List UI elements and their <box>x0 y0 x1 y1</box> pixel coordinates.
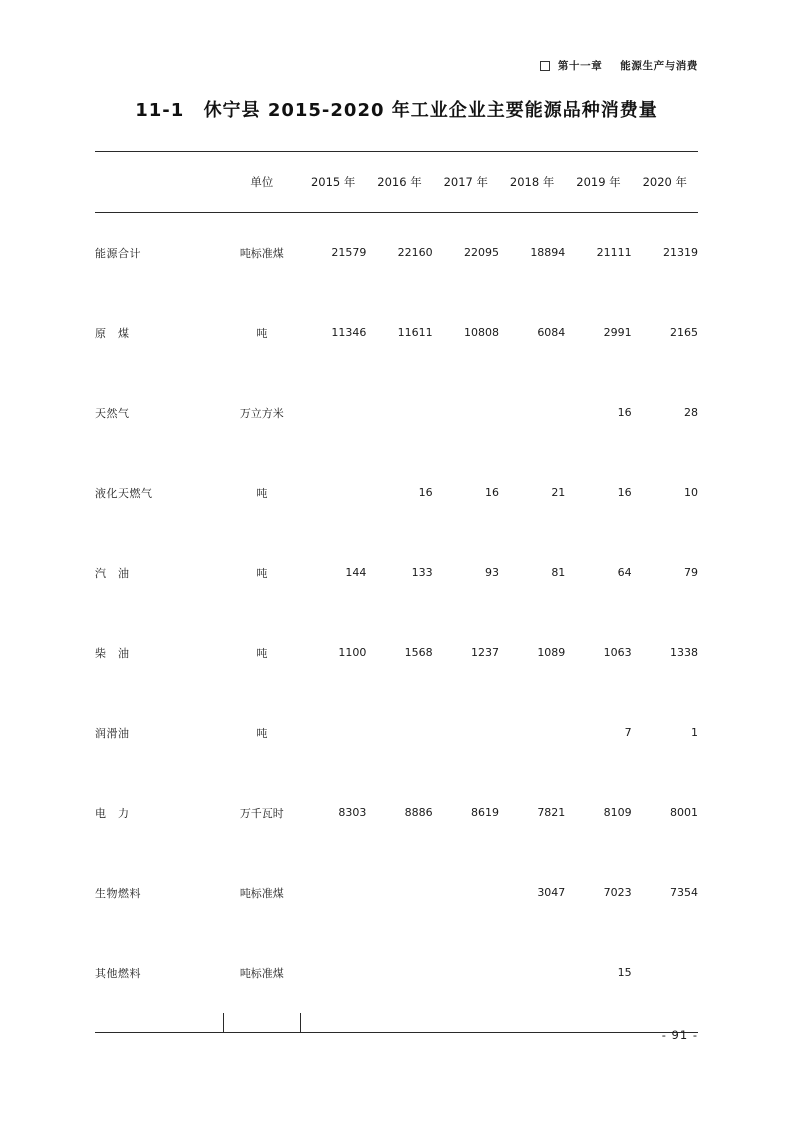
tail-cell-unit <box>224 1013 300 1033</box>
cell-2015 <box>300 853 366 933</box>
row-label: 液化天燃气 <box>95 486 153 500</box>
table-row <box>95 533 698 613</box>
page-title <box>0 96 793 122</box>
table-row <box>95 453 698 533</box>
cell-2020: 1338 <box>670 646 698 659</box>
cell-2019: 7 <box>624 726 632 739</box>
table-bottom-rule <box>95 1033 698 1034</box>
table-title-text: 休宁县 2015-2020 年工业企业主要能源品种消费量 <box>203 100 658 121</box>
cell-2016 <box>366 693 432 773</box>
cell-2018: 6084 <box>537 326 566 339</box>
row-label: 天然气 <box>95 406 130 420</box>
row-label: 能源合计 <box>95 246 141 260</box>
cell-2019: 16 <box>617 406 632 419</box>
cell-2015: 21579 <box>331 246 367 260</box>
running-header <box>540 58 698 73</box>
row-unit: 吨标准煤 <box>239 966 284 980</box>
cell-2017: 93 <box>484 566 499 579</box>
cell-2019: 8109 <box>603 806 632 819</box>
column-header-2015: 2015 年 <box>300 152 366 213</box>
cell-2017: 8619 <box>470 806 499 819</box>
cell-2016: 1568 <box>404 646 433 659</box>
cell-2017: 22095 <box>463 246 499 260</box>
cell-2016: 8886 <box>404 806 433 819</box>
tail-cell-2018 <box>499 1013 565 1033</box>
cell-2015 <box>300 453 366 533</box>
row-label: 汽 油 <box>95 566 130 580</box>
table-header-row <box>95 152 698 213</box>
cell-2017 <box>433 373 499 453</box>
cell-2015: 144 <box>345 566 367 579</box>
table-row <box>95 293 698 373</box>
cell-2017 <box>433 933 499 1013</box>
bottom-rule-line <box>95 1033 698 1034</box>
tail-cell-2019 <box>565 1013 631 1033</box>
cell-2016: 11611 <box>397 326 433 339</box>
row-label: 原 煤 <box>95 326 130 340</box>
row-unit: 万立方米 <box>239 406 284 420</box>
cell-2020: 79 <box>684 566 698 579</box>
tail-cell-2017 <box>433 1013 499 1033</box>
cell-2016: 22160 <box>397 246 433 260</box>
table-row <box>95 213 698 293</box>
column-header-2016: 2016 年 <box>366 152 432 213</box>
cell-2019: 7023 <box>603 886 632 899</box>
cell-2020: 7354 <box>670 886 698 899</box>
header-section: 能源生产与消费 <box>620 60 698 72</box>
cell-2017: 10808 <box>463 326 499 339</box>
cell-2019: 1063 <box>603 646 632 659</box>
row-label: 其他燃料 <box>95 966 141 980</box>
cell-2020 <box>632 933 698 1013</box>
column-header-item <box>95 152 224 213</box>
cell-2015: 1100 <box>338 646 367 659</box>
cell-2017: 16 <box>484 486 499 499</box>
row-label: 生物燃料 <box>95 886 141 900</box>
cell-2018: 1089 <box>537 646 566 659</box>
cell-2020: 1 <box>691 726 698 739</box>
cell-2015 <box>300 693 366 773</box>
row-unit: 吨 <box>256 726 268 740</box>
table-row <box>95 373 698 453</box>
cell-2015: 8303 <box>338 806 367 819</box>
cell-2016: 16 <box>418 486 433 499</box>
cell-2016 <box>366 853 432 933</box>
header-chapter: 第十一章 <box>557 60 603 72</box>
page-number: - 91 - <box>661 1028 698 1042</box>
cell-2020: 2165 <box>670 326 698 339</box>
cell-2020: 8001 <box>670 806 698 819</box>
cell-2018: 7821 <box>537 806 566 819</box>
column-header-2018: 2018 年 <box>499 152 565 213</box>
row-unit: 万千瓦时 <box>239 806 284 820</box>
tail-cell-2015 <box>300 1013 366 1033</box>
row-label: 润滑油 <box>95 726 130 740</box>
table-row <box>95 853 698 933</box>
cell-2018 <box>499 373 565 453</box>
cell-2019: 15 <box>617 966 632 979</box>
column-header-2019: 2019 年 <box>565 152 631 213</box>
row-unit: 吨标准煤 <box>239 886 284 900</box>
column-header-unit: 单位 <box>224 152 300 213</box>
cell-2016: 133 <box>411 566 433 579</box>
cell-2015 <box>300 933 366 1013</box>
cell-2018: 18894 <box>530 246 566 260</box>
cell-2018: 3047 <box>537 886 566 899</box>
row-unit: 吨标准煤 <box>239 246 284 260</box>
cell-2018: 21 <box>551 486 566 499</box>
table-number: 11-1 <box>135 100 185 121</box>
tail-cell-item <box>95 1013 224 1033</box>
table-row <box>95 613 698 693</box>
cell-2019: 16 <box>617 486 632 499</box>
square-bullet-icon <box>540 61 550 71</box>
table-container <box>95 151 698 1033</box>
row-label: 电 力 <box>95 806 130 820</box>
cell-2018 <box>499 933 565 1013</box>
cell-2017 <box>433 853 499 933</box>
cell-2020: 10 <box>684 486 698 499</box>
energy-consumption-table <box>95 151 698 1033</box>
cell-2018: 81 <box>551 566 566 579</box>
cell-2019: 2991 <box>603 326 632 339</box>
row-unit: 吨 <box>256 486 268 500</box>
cell-2015 <box>300 373 366 453</box>
cell-2020: 21319 <box>663 246 698 260</box>
cell-2016 <box>366 373 432 453</box>
cell-2019: 64 <box>617 566 632 579</box>
cell-2017: 1237 <box>470 646 499 659</box>
tail-cell-2016 <box>366 1013 432 1033</box>
cell-2020: 28 <box>684 406 698 419</box>
table-row <box>95 773 698 853</box>
column-header-2020: 2020 年 <box>632 152 698 213</box>
row-label: 柴 油 <box>95 646 130 660</box>
row-unit: 吨 <box>256 326 268 340</box>
cell-2017 <box>433 693 499 773</box>
cell-2015: 11346 <box>331 326 367 339</box>
cell-2019: 21111 <box>596 246 632 260</box>
table-tail-spacer <box>95 1013 698 1033</box>
column-header-2017: 2017 年 <box>433 152 499 213</box>
row-unit: 吨 <box>256 566 268 580</box>
cell-2018 <box>499 693 565 773</box>
cell-2016 <box>366 933 432 1013</box>
row-unit: 吨 <box>256 646 268 660</box>
table-row <box>95 933 698 1013</box>
table-row <box>95 693 698 773</box>
